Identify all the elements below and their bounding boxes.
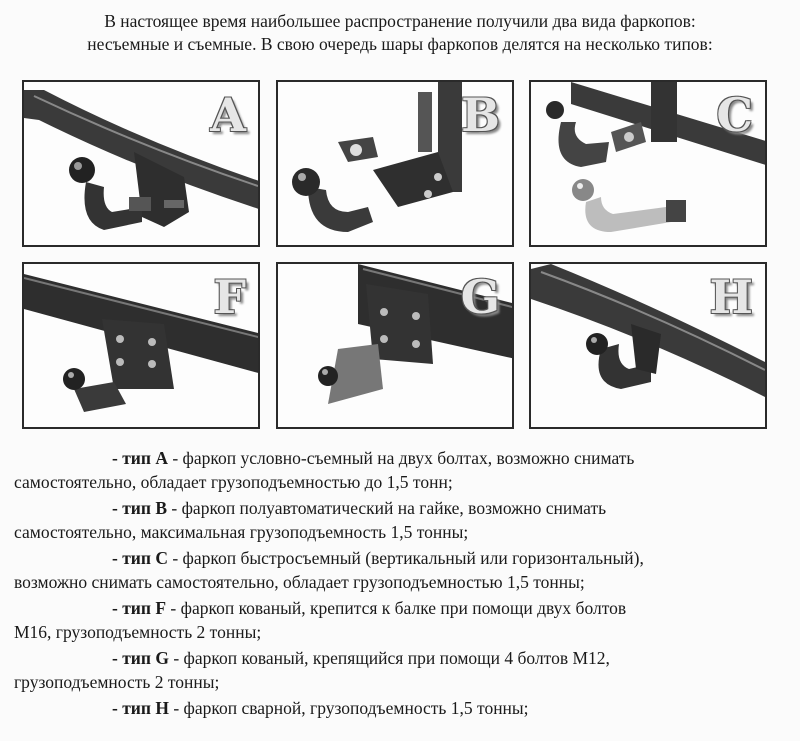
type-h-line-1 <box>112 696 529 721</box>
panel-letter: A <box>210 88 246 142</box>
panel-type-b <box>276 80 514 247</box>
type-a-label: - тип A <box>112 448 168 468</box>
panel-type-g <box>276 262 514 429</box>
panel-letter: C <box>716 88 753 142</box>
type-b-line-1 <box>112 496 606 521</box>
type-f-line-2: М16, грузоподъемность 2 тонны; <box>14 622 262 642</box>
intro-line-1: В настоящее время наибольшее распространение получили два вида фаркопов: <box>104 11 696 31</box>
type-h-label: - тип H <box>112 698 169 718</box>
panel-letter: B <box>461 88 500 142</box>
type-g-line-1 <box>112 646 610 671</box>
type-g-text: - фаркоп кованый, крепящийся при помощи 4 болтов М12, <box>168 648 610 668</box>
intro-text <box>0 10 800 56</box>
panel-type-h <box>529 262 767 429</box>
type-b-text: - фаркоп полуавтоматический на гайке, возможно снимать <box>167 498 607 518</box>
type-a-line-1 <box>112 446 634 471</box>
panel-type-f <box>22 262 260 429</box>
type-c-line-1 <box>112 546 644 571</box>
panel-letter: H <box>709 270 753 324</box>
intro-line-2: несъемные и съемные. В свою очередь шары фаркопов делятся на несколько типов: <box>87 34 713 54</box>
panel-type-c <box>529 80 767 247</box>
type-b-line-2: самостоятельно, максимальная грузоподъемность 1,5 тонны; <box>14 522 469 542</box>
type-f-text: - фаркоп кованый, крепится к балке при помощи двух болтов <box>166 598 627 618</box>
type-c-text: - фаркоп быстросъемный (вертикальный или горизонтальный), <box>167 548 644 568</box>
panel-type-a <box>22 80 260 247</box>
type-f-label: - тип F <box>112 598 167 618</box>
type-c-label: - тип C <box>112 548 168 568</box>
type-f-line-1 <box>112 596 626 621</box>
panel-letter: G <box>460 270 500 324</box>
type-a-text: - фаркоп условно-съемный на двух болтах, возможно снимать <box>167 448 635 468</box>
type-g-label: - тип G <box>112 648 169 668</box>
type-b-label: - тип B <box>112 498 168 518</box>
type-c-line-2: возможно снимать самостоятельно, обладает грузоподъемностью 1,5 тонны; <box>14 572 585 592</box>
type-h-text: - фаркоп сварной, грузоподъемность 1,5 тонны; <box>168 698 529 718</box>
type-a-line-2: самостоятельно, обладает грузоподъемностью до 1,5 тонн; <box>14 472 453 492</box>
type-g-line-2: грузоподъемность 2 тонны; <box>14 672 220 692</box>
panel-letter: F <box>213 270 246 324</box>
